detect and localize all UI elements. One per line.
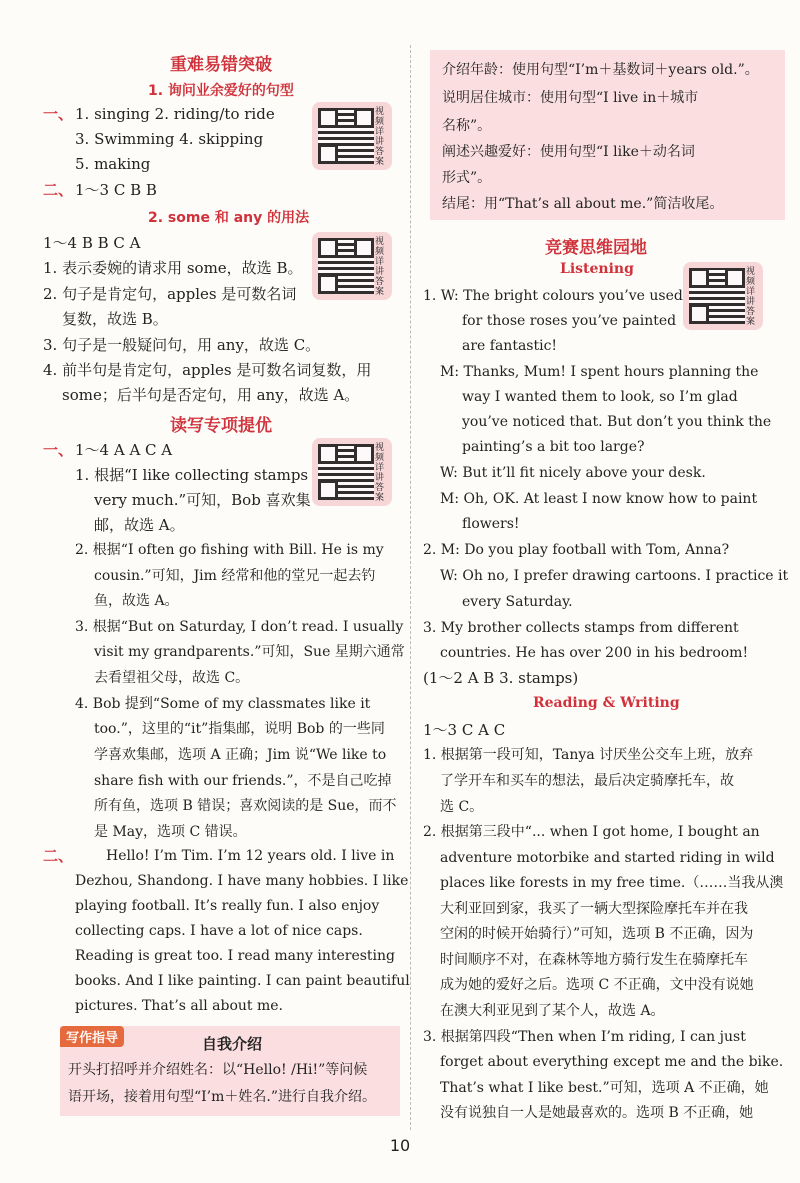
explanation-line: 2. 根据“I often go fishing with Bill. He is my bbox=[75, 542, 384, 558]
dialogue-line: you’ve noticed that. But don’t you think the bbox=[462, 414, 772, 430]
subsection-title-reading-writing: Reading & Writing bbox=[533, 695, 680, 711]
explanation-line: too.”，这里的“it”指集邮，说明 Bob 的一些同 bbox=[94, 721, 385, 737]
qr-code-icon bbox=[689, 268, 745, 324]
explanation-line: 1. 根据“I like collecting stamps bbox=[75, 466, 309, 484]
dialogue-line: 3. My brother collects stamps from different bbox=[423, 620, 739, 636]
explanation-line: very much.”可知，Bob 喜欢集 bbox=[94, 491, 311, 509]
dialogue-line: W: Oh no, I prefer drawing cartoons. I practice it bbox=[440, 568, 789, 584]
dialogue-line: 1. W: The bright colours you’ve used bbox=[423, 288, 683, 304]
section-title-key-errors: 重难易错突破 bbox=[170, 55, 272, 75]
explanation-line: some；后半句是否定句，用 any，故选 A。 bbox=[62, 386, 360, 404]
explanation-line: 4. 前半句是肯定句，apples 是可数名词复数，用 bbox=[43, 361, 372, 379]
explanation-line: 大利亚回到家，我买了一辆大型探险摩托车并在我 bbox=[440, 901, 748, 917]
guide-line: 开头打招呼并介绍姓名：以“Hello! /Hi!”等问候 bbox=[68, 1062, 368, 1078]
essay-line: books. And I like painting. I can paint beautiful bbox=[75, 973, 410, 989]
guide-line: 形式”。 bbox=[442, 170, 492, 186]
explanation-line: 是 May，选项 C 错误。 bbox=[94, 824, 247, 840]
answer-line: (1～2 A B 3. stamps) bbox=[423, 669, 579, 687]
answer-line: 3. Swimming 4. skipping bbox=[75, 130, 264, 148]
essay-line: Hello! I’m Tim. I’m 12 years old. I live in bbox=[106, 848, 395, 864]
explanation-line: 3. 根据“But on Saturday, I don’t read. I usually bbox=[75, 619, 404, 635]
explanation-line: 学喜欢集邮，选项 A 正确；Jim 说“We like to bbox=[94, 747, 387, 763]
guide-line: 阐述兴趣爱好：使用句型“I like＋动名词 bbox=[442, 144, 695, 160]
explanation-line: 邮，故选 A。 bbox=[94, 516, 185, 534]
writing-guide-title: 自我介绍 bbox=[202, 1035, 263, 1053]
qr-code-video-4[interactable] bbox=[683, 262, 763, 330]
guide-line: 结尾：用“That’s all about me.”简洁收尾。 bbox=[442, 196, 724, 212]
explanation-line: visit my grandparents.”可知，Sue 星期六通常 bbox=[94, 644, 405, 660]
qr-caption: 视频详讲答案 bbox=[746, 267, 756, 327]
essay-line: playing football. It’s really fun. I also enjoy bbox=[75, 898, 380, 914]
essay-line: Reading is great too. I read many interesting bbox=[75, 948, 396, 964]
qr-code-video-2[interactable] bbox=[312, 232, 392, 300]
qr-code-video-1[interactable] bbox=[312, 102, 392, 170]
qr-caption: 视频详讲答案 bbox=[375, 237, 385, 297]
subsection-title-listening: Listening bbox=[560, 261, 634, 277]
dialogue-line: way I wanted them to look, so I’m glad bbox=[462, 389, 738, 405]
dialogue-line: M: Thanks, Mum! I spent hours planning the bbox=[440, 364, 759, 380]
explanation-line: 2. 根据第三段中“... when I got home, I bought an bbox=[423, 824, 760, 840]
dialogue-line: 2. M: Do you play football with Tom, Anna? bbox=[423, 542, 730, 558]
explanation-line: 3. 根据第四段“Then when I’m riding, I can just bbox=[423, 1029, 746, 1045]
subsection-title-some-any: 2. some 和 any 的用法 bbox=[148, 210, 310, 226]
explanation-line: 2. 句子是肯定句，apples 是可数名词 bbox=[43, 285, 297, 303]
part-label: 二、 bbox=[43, 181, 74, 199]
guide-line: 介绍年龄：使用句型“I’m＋基数词＋years old.”。 bbox=[442, 62, 759, 78]
section-title-competition: 竞赛思维园地 bbox=[545, 238, 647, 258]
dialogue-line: countries. He has over 200 in his bedroom! bbox=[440, 645, 749, 661]
writing-guide-badge: 写作指导 bbox=[60, 1026, 124, 1047]
dialogue-line: for those roses you’ve painted bbox=[462, 313, 677, 329]
page-number: 10 bbox=[389, 1136, 411, 1155]
explanation-line: 3. 句子是一般疑问句，用 any，故选 C。 bbox=[43, 336, 321, 354]
qr-caption: 视频详讲答案 bbox=[375, 107, 385, 167]
part-label: 二、 bbox=[43, 847, 74, 865]
explanation-line: 没有说独自一人是她最喜欢的。选项 B 不正确，她 bbox=[440, 1105, 754, 1121]
explanation-line: forget about everything except me and the bike. bbox=[440, 1054, 784, 1070]
dialogue-line: M: Oh, OK. At least I now know how to paint bbox=[440, 491, 758, 507]
guide-line: 语开场，接着用句型“I’m＋姓名.”进行自我介绍。 bbox=[68, 1089, 377, 1105]
subsection-title-hobby: 1. 询问业余爱好的句型 bbox=[148, 83, 294, 99]
explanation-line: 4. Bob 提到“Some of my classmates like it bbox=[75, 696, 371, 712]
qr-code-icon bbox=[318, 238, 374, 294]
answer-line: 1～3 C B B bbox=[75, 181, 157, 199]
guide-line: 名称”。 bbox=[442, 118, 492, 134]
explanation-line: cousin.”可知，Jim 经常和他的堂兄一起去钓 bbox=[94, 568, 376, 584]
explanation-line: 在澳大利亚见到了某个人，故选 A。 bbox=[440, 1003, 665, 1019]
answer-line: 5. making bbox=[75, 155, 151, 173]
explanation-line: 选 C。 bbox=[440, 799, 484, 815]
explanation-line: That’s what I like best.”可知，选项 A 不正确，她 bbox=[440, 1080, 769, 1096]
answer-line: 1. singing 2. riding/to ride bbox=[75, 105, 275, 123]
essay-line: Dezhou, Shandong. I have many hobbies. I like bbox=[75, 873, 409, 889]
dialogue-line: are fantastic! bbox=[462, 338, 558, 354]
explanation-line: 空闲的时候开始骑行）”可知，选项 B 不正确，因为 bbox=[440, 926, 754, 942]
column-divider bbox=[410, 45, 411, 1130]
dialogue-line: W: But it’ll fit nicely above your desk. bbox=[440, 465, 706, 481]
qr-caption: 视频详讲答案 bbox=[375, 443, 385, 503]
answer-line: 1～3 C A C bbox=[423, 721, 506, 739]
part-label: 一、 bbox=[43, 105, 74, 123]
explanation-line: 复数，故选 B。 bbox=[62, 310, 168, 328]
answer-line: 1～4 B B C A bbox=[43, 234, 141, 252]
qr-code-icon bbox=[318, 108, 374, 164]
answer-line: 1～4 A A C A bbox=[75, 441, 173, 459]
qr-code-icon bbox=[318, 444, 374, 500]
explanation-line: 了学开车和买车的想法，最后决定骑摩托车，故 bbox=[440, 773, 734, 789]
part-label: 一、 bbox=[43, 441, 74, 459]
explanation-line: 1. 根据第一段可知，Tanya 讨厌坐公交车上班，放弃 bbox=[423, 747, 754, 763]
explanation-line: places like forests in my free time.（……当我从澳 bbox=[440, 875, 784, 891]
explanation-line: adventure motorbike and started riding in wild bbox=[440, 850, 775, 866]
section-title-reading-writing: 读写专项提优 bbox=[170, 416, 272, 436]
explanation-line: share fish with our friends.”，不是自己吃掉 bbox=[94, 773, 392, 789]
explanation-line: 时间顺序不对，在森林等地方骑行发生在骑摩托车 bbox=[440, 952, 748, 968]
explanation-line: 鱼，故选 A。 bbox=[94, 593, 179, 609]
qr-code-video-3[interactable] bbox=[312, 438, 392, 506]
essay-line: pictures. That’s all about me. bbox=[75, 998, 283, 1014]
explanation-line: 去看望祖父母，故选 C。 bbox=[94, 670, 250, 686]
dialogue-line: every Saturday. bbox=[462, 594, 573, 610]
explanation-line: 所有鱼，选项 B 错误；喜欢阅读的是 Sue，而不 bbox=[94, 798, 397, 814]
dialogue-line: flowers! bbox=[462, 516, 520, 532]
explanation-line: 成为她的爱好之后。选项 C 不正确，文中没有说她 bbox=[440, 977, 754, 993]
essay-line: collecting caps. I have a lot of nice caps. bbox=[75, 923, 363, 939]
guide-line: 说明居住城市：使用句型“I live in＋城市 bbox=[442, 90, 699, 106]
dialogue-line: painting’s a bit too large? bbox=[462, 439, 645, 455]
explanation-line: 1. 表示委婉的请求用 some，故选 B。 bbox=[43, 259, 303, 277]
